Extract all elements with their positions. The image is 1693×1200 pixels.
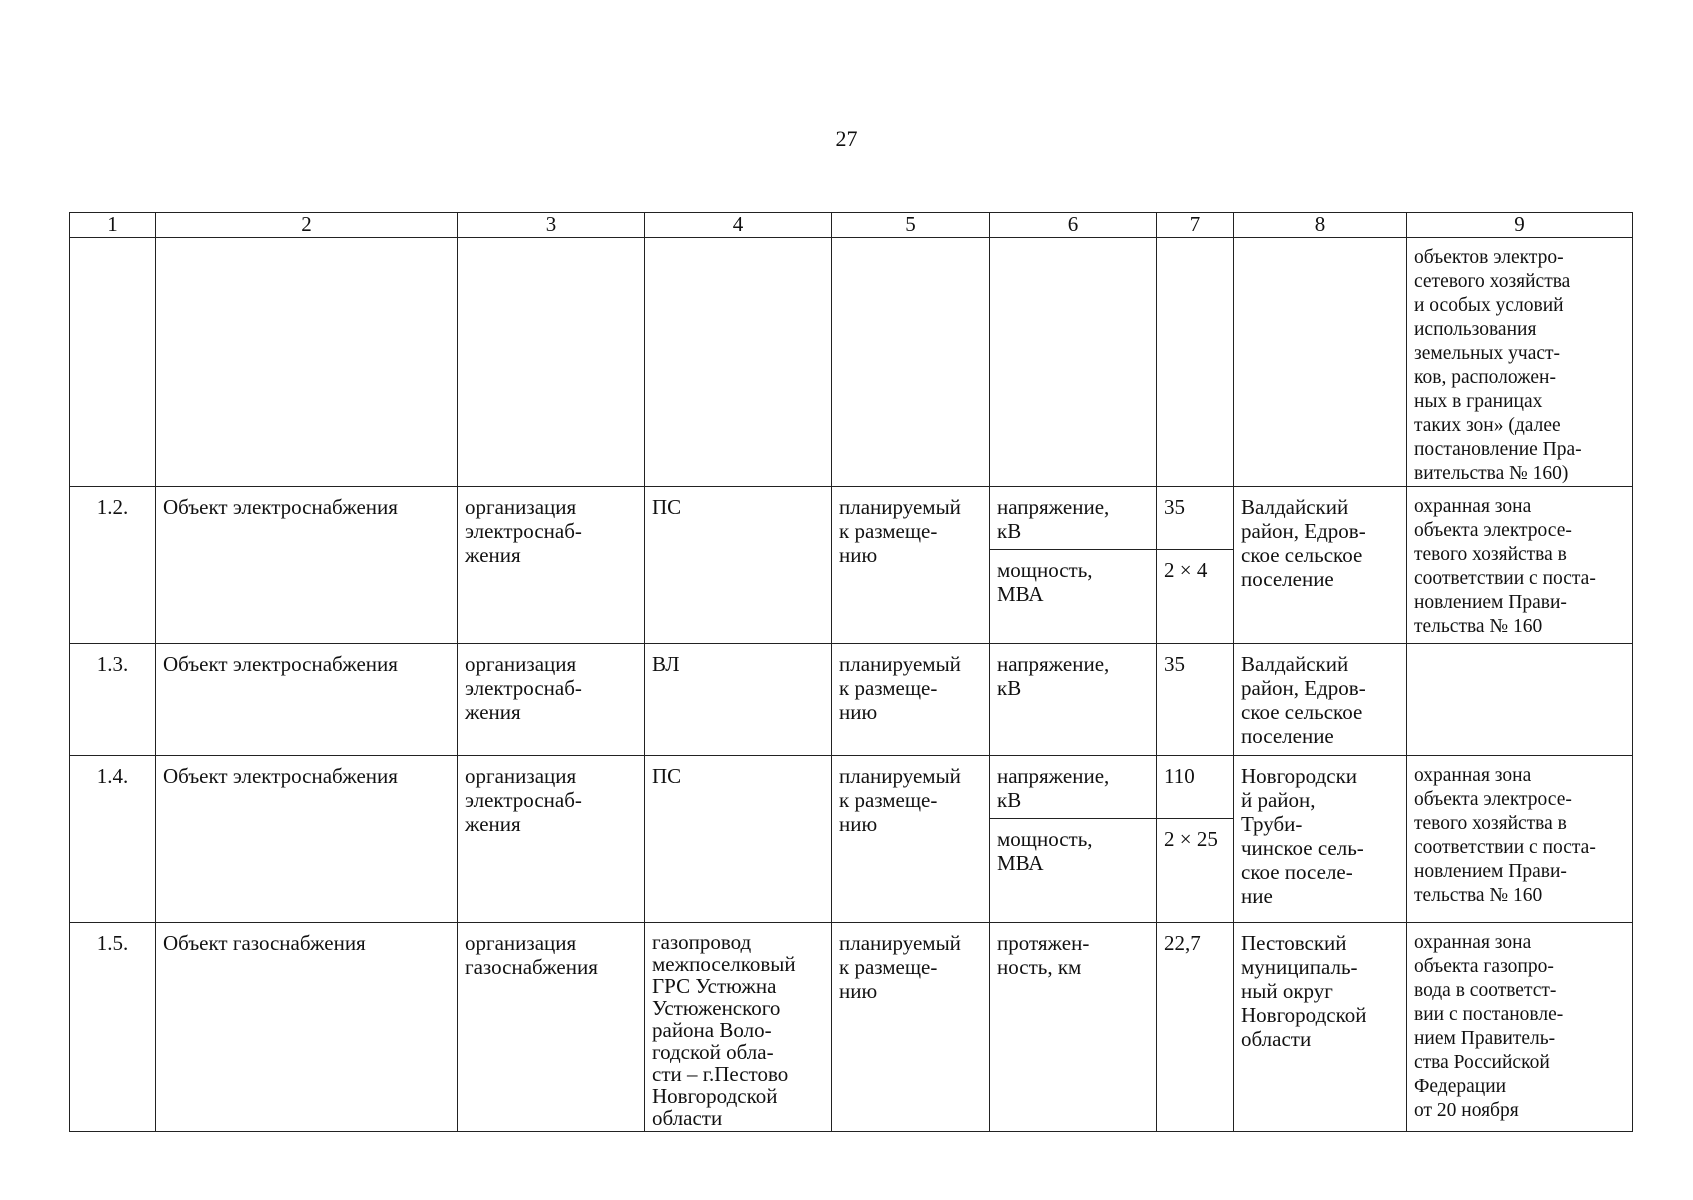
protection-zone-cell: объектов электро- сетевого хозяйства и особых условий использования земельных участ- ков, расположен- ных в границах таких зон» (далее постановление Пра- вительства № 160) bbox=[1407, 238, 1633, 487]
protection-zone-cell: охранная зона объекта газопро- вода в соответст- вии с постановле- нием Правитель- ства Российской Федерации от 20 ноября bbox=[1407, 923, 1633, 1132]
table-row bbox=[70, 238, 1633, 487]
location: Пестовский муниципаль- ный округ Новгородской области bbox=[1234, 923, 1407, 1132]
table-cell bbox=[1234, 238, 1407, 487]
header-cell: 2 bbox=[156, 213, 458, 238]
table-cell bbox=[645, 238, 832, 487]
table-row bbox=[70, 487, 1633, 550]
organization: организация электроснаб- жения bbox=[458, 756, 645, 923]
object-type: ВЛ bbox=[645, 644, 832, 756]
table-cell bbox=[156, 238, 458, 487]
object-type: газопровод межпоселковый ГРС Устюжна Устюженского района Воло- годской обла- сти – г.Пестово Новгородской области bbox=[645, 923, 832, 1132]
header-cell: 4 bbox=[645, 213, 832, 238]
parameter-name: напряжение, кВ bbox=[990, 644, 1157, 756]
object-type: ПС bbox=[645, 487, 832, 644]
table-cell bbox=[458, 238, 645, 487]
table-row bbox=[70, 644, 1633, 756]
location: Новгородски й район, Труби- чинское сель- ское поселе- ние bbox=[1234, 756, 1407, 923]
table-cell bbox=[1157, 238, 1234, 487]
header-cell: 8 bbox=[1234, 213, 1407, 238]
row-number: 1.4. bbox=[70, 756, 156, 923]
header-cell: 9 bbox=[1407, 213, 1633, 238]
table-row bbox=[70, 923, 1633, 1132]
table-cell bbox=[832, 238, 990, 487]
table-cell bbox=[70, 238, 156, 487]
header-cell: 6 bbox=[990, 213, 1157, 238]
header-cell: 5 bbox=[832, 213, 990, 238]
header-cell: 7 bbox=[1157, 213, 1234, 238]
parameter-name: протяжен- ность, км bbox=[990, 923, 1157, 1132]
header-row bbox=[70, 213, 1633, 238]
parameter-value: 35 bbox=[1157, 644, 1234, 756]
protection-zone-cell: охранная зона объекта электросе- тевого хозяйства в соответствии с поста- новлением Прави- тельства № 160 bbox=[1407, 487, 1633, 644]
parameter-value: 2 × 4 bbox=[1157, 550, 1234, 644]
object-status: планируемый к размеще- нию bbox=[832, 923, 990, 1132]
organization: организация электроснаб- жения bbox=[458, 487, 645, 644]
parameter-value: 110 bbox=[1157, 756, 1234, 819]
object-status: планируемый к размеще- нию bbox=[832, 487, 990, 644]
parameter-value: 2 × 25 bbox=[1157, 819, 1234, 923]
header-cell: 3 bbox=[458, 213, 645, 238]
location: Валдайский район, Едров- ское сельское поселение bbox=[1234, 644, 1407, 756]
object-name: Объект электроснабжения bbox=[156, 756, 458, 923]
table-row bbox=[70, 756, 1633, 819]
object-status: планируемый к размеще- нию bbox=[832, 644, 990, 756]
objects-table bbox=[69, 212, 1633, 1132]
protection-zone-cell: охранная зона объекта электросе- тевого хозяйства в соответствии с поста- новлением Прави- тельства № 160 bbox=[1407, 756, 1633, 923]
object-type: ПС bbox=[645, 756, 832, 923]
parameter-name: напряжение, кВ bbox=[990, 756, 1157, 819]
parameter-value: 35 bbox=[1157, 487, 1234, 550]
row-number: 1.3. bbox=[70, 644, 156, 756]
parameter-name: мощность, МВА bbox=[990, 550, 1157, 644]
parameter-value: 22,7 bbox=[1157, 923, 1234, 1132]
header-cell: 1 bbox=[70, 213, 156, 238]
protection-zone-cell bbox=[1407, 644, 1633, 756]
object-name: Объект электроснабжения bbox=[156, 487, 458, 644]
object-status: планируемый к размеще- нию bbox=[832, 756, 990, 923]
object-name: Объект электроснабжения bbox=[156, 644, 458, 756]
page-number: 27 bbox=[835, 126, 858, 151]
parameter-name: мощность, МВА bbox=[990, 819, 1157, 923]
row-number: 1.5. bbox=[70, 923, 156, 1132]
organization: организация электроснаб- жения bbox=[458, 644, 645, 756]
organization: организация газоснабжения bbox=[458, 923, 645, 1132]
table-cell bbox=[990, 238, 1157, 487]
row-number: 1.2. bbox=[70, 487, 156, 644]
parameter-name: напряжение, кВ bbox=[990, 487, 1157, 550]
location: Валдайский район, Едров- ское сельское поселение bbox=[1234, 487, 1407, 644]
object-name: Объект газоснабжения bbox=[156, 923, 458, 1132]
